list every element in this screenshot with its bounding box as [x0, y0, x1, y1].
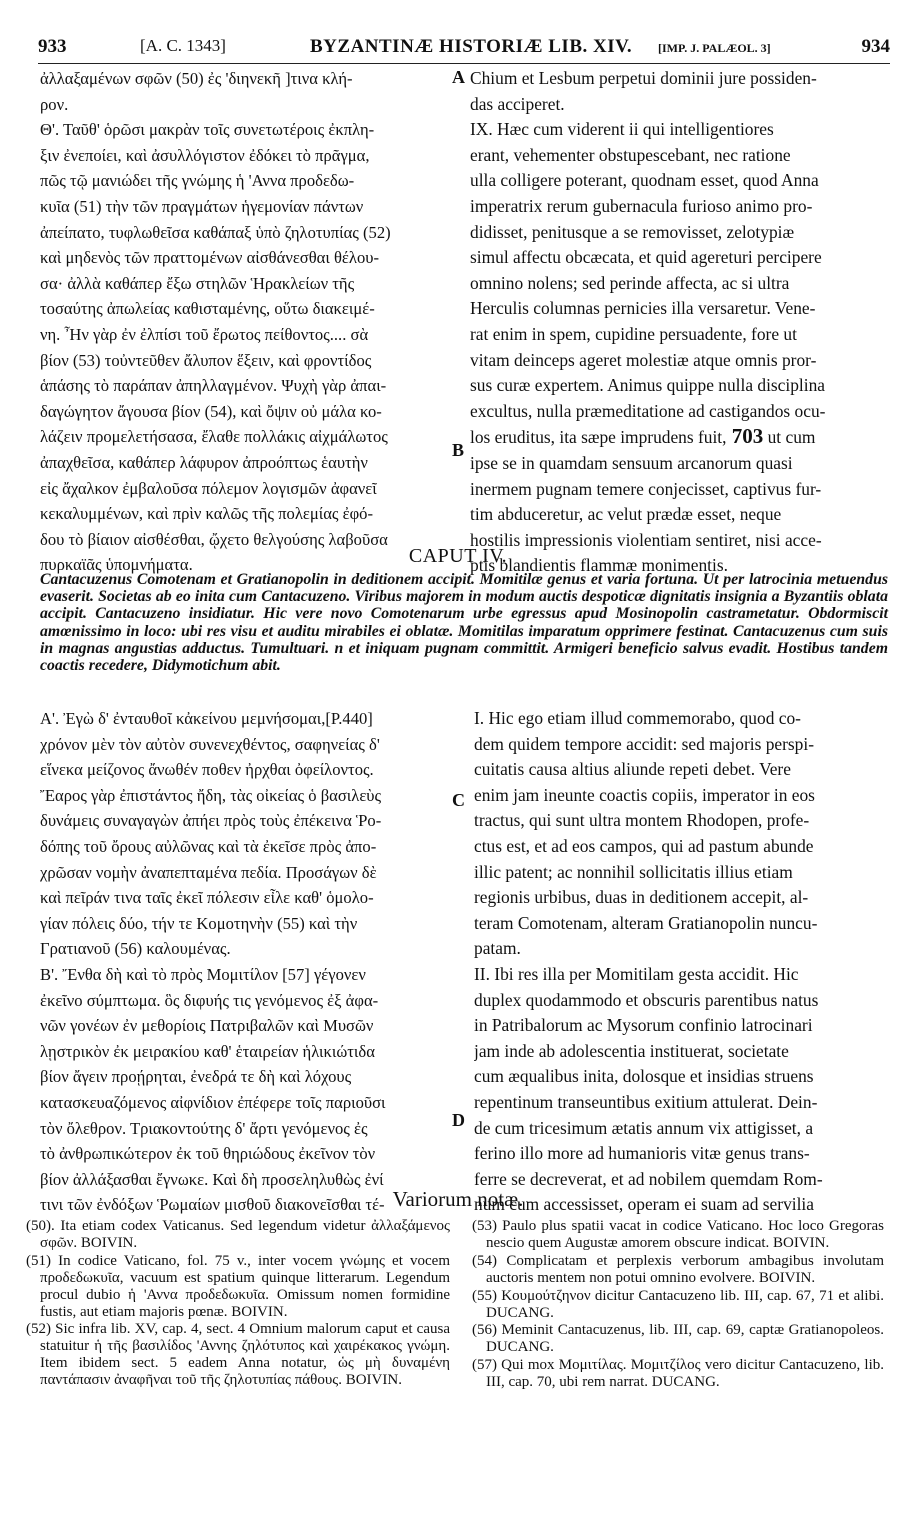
greek-text-line: ξιν ἐνεποίει, καὶ ἀσυλλόγιστον ἐδόκει τὸ πρᾶγμα, — [40, 145, 370, 165]
latin-text-line: enim jam ineunte coactis copiis, imperator in eos — [474, 784, 815, 805]
latin-text-line: tim abduceretur, ac velut prædæ esset, neque — [470, 504, 782, 525]
latin-text-line: duplex quodammodo et obscuris parentibus natus — [474, 989, 819, 1010]
greek-text-line: καὶ πεῖράν τινα ταῖς ἐκεῖ πόλεσιν εἶλε καθ' ὁμολο- — [40, 888, 374, 908]
greek-text-line: λῃστρικὸν ἐκ μειρακίου καθ' ἑταιρείαν ἡλικιώτιδα — [40, 1041, 375, 1061]
latin-text-line: vitam deinceps ageret molestiæ atque omnis pror- — [470, 349, 817, 370]
greek-text-line: Θ'. Ταῦθ' ὁρῶσι μακρὰν τοῖς συνετωτέροις ἐκπλη- — [40, 120, 375, 140]
greek-text-line: Β'. Ἔνθα δὴ καὶ τὸ πρὸς Μομιτίλον [57] γέγονεν — [40, 964, 366, 984]
notes-column-left — [26, 1218, 450, 1390]
latin-text-line: repentinum transeuntibus exitium attulerat. Dein- — [474, 1091, 818, 1112]
latin-text-line: illic patent; ac nonnihil sollicitatis illius etiam — [474, 861, 793, 882]
greek-text-line: σα· ἀλλὰ καθάπερ ἔξω στηλῶν Ἡρακλείων τῆς — [40, 273, 355, 293]
greek-text-line: ἁπάσης τὸ παράπαν ἀπηλλαγμένον. Ψυχὴ γὰρ ἀπαι- — [40, 376, 387, 396]
greek-text-line: λάζειν προμελετήσασα, ἔλαθε πολλάκις αἰχμάλωτος — [40, 427, 388, 447]
latin-text-line: ptis blandientis flammæ monimentis. — [470, 555, 728, 576]
greek-text-line: κυῖα (51) τὴν τῶν πραγμάτων ἡγεμονίαν πάντων — [40, 196, 364, 216]
greek-text-line: τινι τῶν ἐνδόξων Ῥωμαίων μισθοῦ διακονεῖσθαι τέ- — [40, 1195, 385, 1215]
greek-text-line: ἀπείπατο, τυφλωθεῖσα καθάπαξ ὑπὸ ζηλοτυπίας (52) — [40, 222, 391, 242]
greek-text-line: βίον ἀλλάξασθαι ἔγνωκε. Καὶ δὴ προσεληλυθὼς ἐνί — [40, 1169, 384, 1189]
latin-text-line: los eruditus, ita sæpe imprudens fuit, 703 ut cum — [470, 424, 816, 449]
latin-text-line: imperatrix rerum gubernacula furioso animo pro- — [470, 195, 813, 216]
margin-marker-b: B — [452, 440, 465, 460]
margin-marker-a: A — [452, 67, 465, 87]
latin-text-column-bottom — [474, 706, 882, 1218]
greek-text-line: χρῶσαν νομὴν ἀναπεπταμένα πεδία. Προσάγων δὲ — [40, 862, 377, 882]
latin-text-line: excultus, nulla præmeditatione ad castigandos ocu- — [470, 400, 826, 421]
greek-text-line: δου τὸ βίαιον αἰσθέσθαι, ᾤχετο θελγούσης λαβοῦσα — [40, 529, 388, 549]
greek-text-line: ρον. — [40, 94, 69, 114]
year-bracket: [A. C. 1343] — [140, 36, 226, 55]
greek-text-line: δυνάμεις συναγαγὼν ἀπήει πρὸς τοὺς ἐπέκεινα Ῥο- — [40, 811, 382, 831]
latin-text-line: ferino illo more ad humanioris vitæ genus trans- — [474, 1143, 810, 1164]
greek-text-line: εἰς ἄχαλκον ἐμβαλοῦσα πόλεμον λογισμῶν ἀφανεῖ — [40, 478, 377, 498]
greek-text-line: νῶν γονέων ἐν μεθορίοις Πατριβαλῶν καὶ Μυσῶν — [40, 1016, 374, 1036]
greek-text-line: Ἔαρος γὰρ ἐπιστάντος ἤδη, τὰς οἰκείας ὁ βασιλεὺς — [40, 785, 382, 805]
latin-text-line: de cum tricesimum ætatis annum vix attigisset, a — [474, 1117, 814, 1138]
margin-marker-c: C — [452, 790, 465, 810]
footnote: (57) Qui mox Μομιτίλας. Μομιτζίλος vero dicitur Cantacuzeno, lib. III, cap. 70, ubi rem narrat. DUCANG. — [472, 1357, 884, 1391]
greek-text-line: βίον ἄγειν προῄρηται, ἐνεδρά τε δὴ καὶ λόχους — [40, 1067, 352, 1087]
footnote: (56) Meminit Cantacuzenus, lib. III, cap. 69, captæ Gratianopoleos. DUCANG. — [472, 1322, 884, 1356]
greek-text-column-bottom — [40, 706, 450, 1218]
latin-text-line: simul affectu obcæcata, et quid agereturi percipere — [470, 247, 822, 268]
latin-text-line: Chium et Lesbum perpetui dominii jure possiden- — [470, 68, 817, 88]
greek-text-line: εἵνεκα μείζονος ἄνωθέν ποθεν ἠρχθαι ὀφείλοντος. — [40, 760, 374, 780]
greek-text-line: κεκαλυμμένων, καὶ πρὶν καλῶς τῆς πολεμίας ἐφό- — [40, 504, 373, 524]
emperor-bracket: [IMP. J. PALÆOL. 3] — [658, 41, 771, 55]
chapter-summary: Cantacuzenus Comotenam et Gratianopolin in deditionem accipit. Momitilæ genus et varia fortuna. Ut per latrocinia metuendus evaserit. Societas ab eo inita cum Cantacuzeno. Viribus majorem in modum auctis despoticæ dignitatis insignia a Byzantiis oblata accipit. Cantacuzeno insidiatur. Hic vere novo Comotenarum urbe egressus apud Mosinopolin castrametatur. Obdormiscit amœnissimo in loco: ubi res visu et auditu mirabiles ei oblatæ. Momitilas imparatum opprimere festinat. Cantacuzenus cum suis in magnas angustias adductus. Tumultuari. n et iniquam pugnam committit. Armigeri beneficio salvus evadit. Hostibus tandem coactis recedere, Didymotichum abit. — [40, 571, 888, 675]
header-rule — [38, 63, 890, 64]
latin-text-fragment: ut cum — [763, 427, 816, 448]
latin-text-line: sus curæ expertem. Animus quippe nulla disciplina — [470, 375, 826, 396]
latin-text-line: IX. Hæc cum viderent ii qui intelligentiores — [470, 119, 774, 140]
latin-text-line: II. Ibi res illa per Momitilam gesta accidit. Hic — [474, 963, 799, 984]
latin-text-line: hostilis impressionis violentiam sentiret, nisi acce- — [470, 529, 822, 550]
latin-text-line: teram Comotenam, alteram Gratianopolin nuncu- — [474, 912, 818, 933]
latin-text-line: I. Hic ego etiam illud commemorabo, quod co- — [474, 708, 801, 728]
notes-column-right — [472, 1218, 884, 1392]
footnote: (52) Sic infra lib. XV, cap. 4, sect. 4 Omnium malorum caput et causa statuitur ἡ τῆς βασιλίδος 'Αννης ζηλότυπος καὶ χαιρέκακος γνώμη. Item ibidem sect. 5 eadem Anna notatur, ὡς μὴ δυναμένη παντάπασιν ἀναφῆναι τοῦ τῆς ζηλοτυπίας πάθους. BOIVIN. — [26, 1321, 450, 1389]
greek-text-line: πυρκαϊᾶς ὑπομνήματα. — [40, 555, 193, 575]
footnote: (50). Ita etiam codex Vaticanus. Sed legendum videtur ἀλλαξάμενος σφῶν. BOIVIN. — [26, 1218, 450, 1251]
latin-text-line: cuitatis causa altius aliunde repeti debet. Vere — [474, 759, 791, 780]
latin-text-line: erant, vehementer obstupescebant, nec ratione — [470, 144, 791, 165]
greek-text-line: νη. Ἦν γὰρ ἐν ἐλπίσι τοῦ ἔρωτος πείθοντος.... σὰ — [40, 324, 369, 344]
greek-text-line: γίαν πόλεις δύο, τήν τε Κομοτηνὴν (55) καὶ τὴν — [40, 913, 358, 933]
chapter-title: CAPUT IV. — [408, 545, 508, 567]
footnote: (53) Paulo plus spatii vacat in codice Vaticano. Hoc loco Gregoras nescio quem Augustæ amorem obscure indicat. BOIVIN. — [472, 1218, 884, 1251]
page-number-right: 934 — [861, 36, 890, 57]
latin-text-line: Herculis columnas pernicies illa versaretur. Vene- — [470, 298, 816, 319]
latin-text-line: omnino nolens; sed perinde affecta, ac si ultra — [470, 272, 790, 293]
greek-text-line: καὶ μηδενὸς τῶν πραττομένων αἰσθάνεσθαι θέλου- — [40, 248, 379, 268]
greek-text-line: ἐκεῖνο σύμπτωμα. ὃς διφυής τις γενόμενος ἐξ ἀφα- — [40, 990, 379, 1010]
latin-text-line: num cum accessisset, operam ei suam ad servilia — [474, 1194, 814, 1215]
footnote: (54) Complicatam et perplexis verborum ambagibus involutam auctoris mentem non potui omnino evolvere. BOIVIN. — [472, 1252, 884, 1286]
latin-text-line: ctus est, et ad eos campos, qui ad pastum abunde — [474, 835, 814, 856]
greek-text-line: πῶς τῷ μανιώδει τῆς γνώμης ἡ 'Αννα προδεδω- — [40, 171, 355, 191]
greek-text-line: ἀπαχθεῖσα, καθάπερ λάφυρον ἀπροόπτως ἑαυτὴν — [40, 452, 368, 472]
greek-text-line: Γρατιανοῦ (56) καλουμένας. — [40, 939, 231, 959]
latin-text-line: patam. — [474, 938, 521, 959]
latin-text-line: ferre se decreverat, et ad nobilem quemdam Rom- — [474, 1168, 823, 1189]
original-page-number: 703 — [726, 424, 764, 449]
running-header — [38, 36, 890, 62]
latin-text-line: in Patribalorum ac Mysorum confinio latrocinari — [474, 1015, 813, 1036]
greek-text-line: δόπης τοῦ ὄρους αὐλῶνας καὶ τὰ ἐκεῖσε πρὸς ἀπο- — [40, 836, 377, 856]
greek-text-column-top — [40, 66, 450, 578]
latin-text-line: ipse se in quamdam sensuum arcanorum quasi — [470, 452, 793, 473]
running-title: BYZANTINÆ HISTORIÆ LIB. XIV. — [310, 36, 633, 57]
latin-text-line: rat enim in spem, cupidine persuadente, fore ut — [470, 323, 797, 344]
footnote: (55) Κουμούτζηνον dicitur Cantacuzeno lib. III, cap. 67, 71 et alibi. DUCANG. — [472, 1287, 884, 1321]
greek-text-line: τὸν ὄλεθρον. Τριακοντούτης δ' ἄρτι γενόμενος ἐς — [40, 1118, 368, 1138]
footnote: (51) In codice Vaticano, fol. 75 v., inter vocem γνώμης et vocem προδεδωκυῖα, vacuum est spatium quinque litterarum. Legendum procul dubio ἡ 'Αννα προδεδωκυῖα. Omissum nomen formidine fustis, aut etiam majoris pœnæ. BOIVIN. — [26, 1252, 450, 1320]
latin-text-line: tractus, qui sunt ultra montem Rhodopen, profe- — [474, 810, 810, 831]
latin-text-column-top — [470, 66, 880, 579]
latin-text-line: dem quidem tempore accidit: sed majoris perspi- — [474, 733, 814, 754]
latin-text-line: didisset, penitusque a se removisset, zelotypiæ — [470, 221, 795, 242]
greek-text-line: χρόνον μὲν τὸν αὐτὸν συνενεχθέντος, σαφηνείας δ' — [40, 734, 380, 754]
greek-text-line: ἀλλαξαμένων σφῶν (50) ἐς 'διηνεκῆ ]τινα κλή- — [40, 69, 353, 88]
variorum-notes-title: Variorum notæ. — [392, 1187, 524, 1211]
greek-text-line: Α'. Ἐγὼ δ' ἐνταυθοῖ κἀκείνου μεμνήσομαι,[P.440] — [40, 709, 373, 728]
greek-text-line: τοσαύτης ἀπωλείας καθισταμένης, οὕτω διακειμέ- — [40, 299, 375, 319]
latin-text-line: inermem pugnam temere conjecisset, captivus fur- — [470, 478, 822, 499]
greek-text-line: κατασκευαζόμενος αἰφνίδιον ἐπέφερε τοῖς παριοῦσι — [40, 1092, 386, 1112]
margin-marker-d: D — [452, 1110, 465, 1130]
latin-text-line: das acciperet. — [470, 93, 565, 114]
greek-text-line: βίον (53) τοὐντεῦθεν ἄλυπον ἕξειν, καὶ φροντίδος — [40, 350, 372, 370]
greek-text-line: τὸ ἀνθρωπικώτερον ἐκ τοῦ θηριώδους ἐκεῖνον τὸν — [40, 1144, 376, 1164]
latin-text-line: cum æqualibus inita, dolosque et insidias struens — [474, 1066, 814, 1087]
greek-text-line: δαγώγητον ἄγουσα βίον (54), καὶ ὄψιν οὐ μάλα κο- — [40, 401, 382, 421]
latin-text-line: ulla colligere poterant, quodnam esset, quod Anna — [470, 170, 819, 191]
latin-text-line: regionis urbibus, duas in deditionem accepit, al- — [474, 887, 809, 908]
page-number-left: 933 — [38, 36, 67, 57]
latin-text-line: jam inde ab adolescentia instituerat, societate — [474, 1040, 789, 1061]
